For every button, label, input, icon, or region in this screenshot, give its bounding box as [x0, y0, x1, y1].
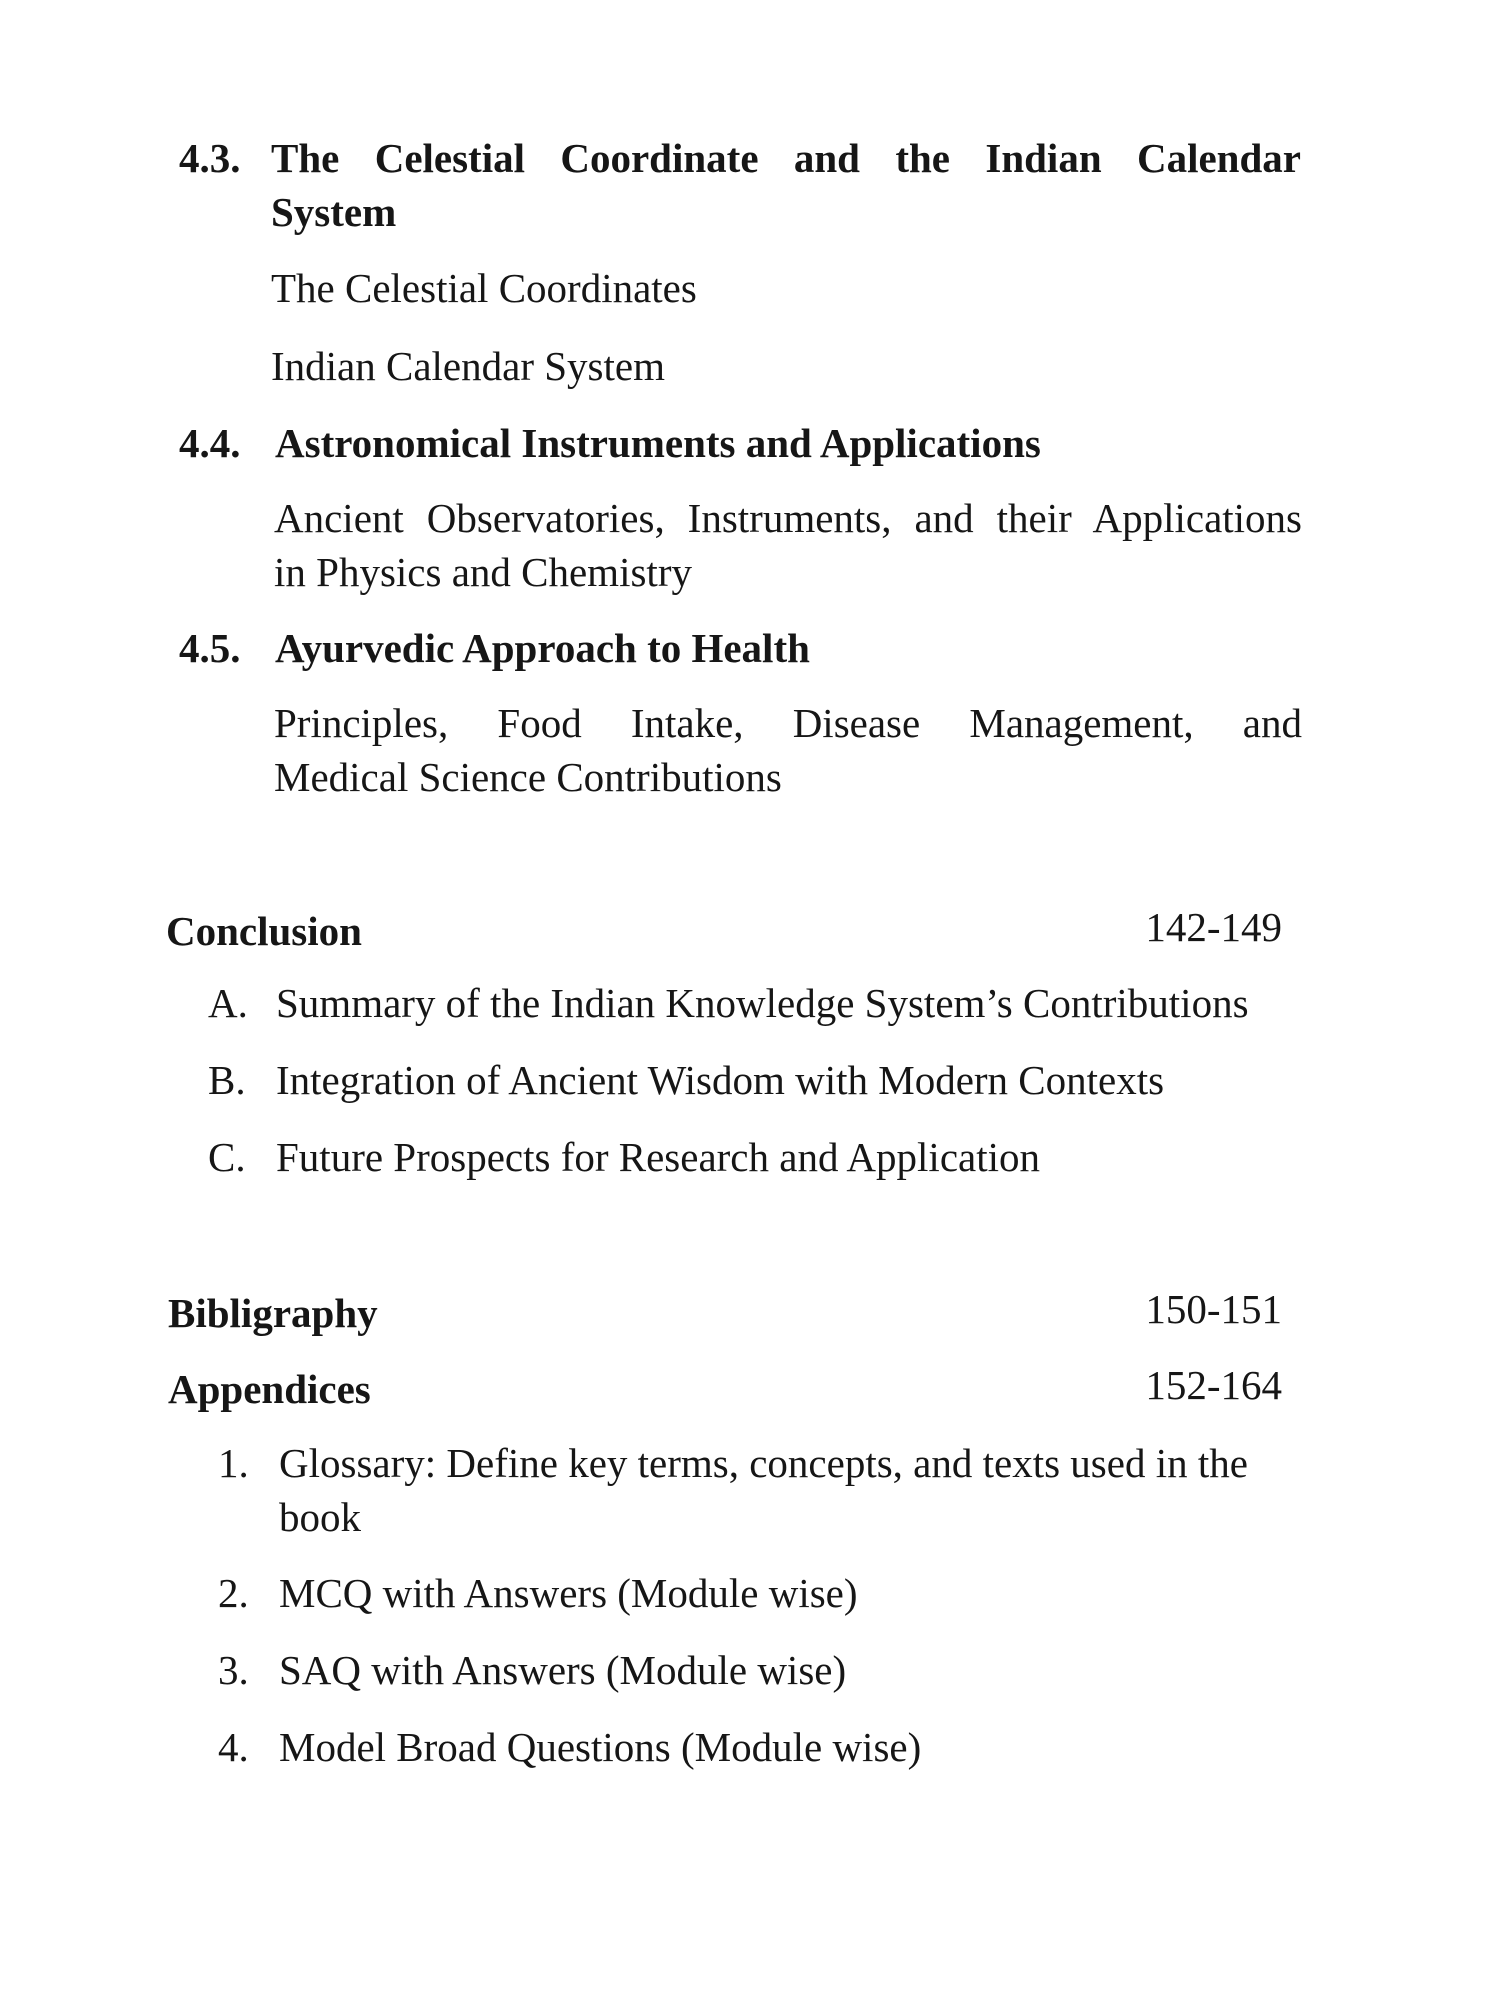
appendices-pages: 152-164 — [1145, 1362, 1282, 1408]
section-4-3-title-line2: System — [271, 189, 397, 235]
section-4-4-number: 4.4. — [179, 420, 241, 466]
appendices-heading: Appendices — [168, 1366, 371, 1412]
conclusion-heading: Conclusion — [166, 908, 362, 954]
conclusion-pages: 142-149 — [1145, 904, 1282, 950]
section-4-3-number: 4.3. — [179, 135, 241, 181]
conclusion-item-b-marker: B. — [208, 1057, 246, 1103]
bibliography-pages: 150-151 — [1145, 1286, 1282, 1332]
appendix-item-3: SAQ with Answers (Module wise) — [279, 1647, 847, 1693]
section-4-3-item-1: The Celestial Coordinates — [271, 265, 697, 311]
appendix-item-2: MCQ with Answers (Module wise) — [279, 1570, 858, 1616]
section-4-4-title: Astronomical Instruments and Applications — [275, 420, 1041, 466]
appendix-item-1-line2: book — [279, 1494, 361, 1540]
section-4-5-desc-line2: Medical Science Contributions — [274, 754, 782, 800]
section-4-3-item-2: Indian Calendar System — [271, 343, 665, 389]
appendix-item-3-marker: 3. — [218, 1647, 249, 1693]
conclusion-item-a: Summary of the Indian Knowledge System’s Contributions — [276, 980, 1249, 1026]
appendix-item-2-marker: 2. — [218, 1570, 249, 1616]
appendix-item-4: Model Broad Questions (Module wise) — [279, 1724, 922, 1770]
section-4-5-desc-line1: Principles, Food Intake, Disease Management, and — [274, 700, 1302, 746]
section-4-3-title-line1: The Celestial Coordinate and the Indian Calendar — [271, 135, 1301, 181]
conclusion-item-b: Integration of Ancient Wisdom with Modern Contexts — [276, 1057, 1165, 1103]
conclusion-item-c-marker: C. — [208, 1134, 246, 1180]
appendix-item-1-line1: Glossary: Define key terms, concepts, and texts used in the — [279, 1440, 1248, 1486]
appendix-item-1-marker: 1. — [218, 1440, 249, 1486]
section-4-5-number: 4.5. — [179, 625, 241, 671]
conclusion-item-c: Future Prospects for Research and Application — [276, 1134, 1041, 1180]
bibliography-heading: Bibligraphy — [168, 1290, 378, 1336]
section-4-4-desc-line1: Ancient Observatories, Instruments, and their Applications — [274, 495, 1302, 541]
appendix-item-4-marker: 4. — [218, 1724, 249, 1770]
conclusion-item-a-marker: A. — [208, 980, 248, 1026]
section-4-4-desc-line2: in Physics and Chemistry — [274, 549, 692, 595]
section-4-5-title: Ayurvedic Approach to Health — [275, 625, 810, 671]
